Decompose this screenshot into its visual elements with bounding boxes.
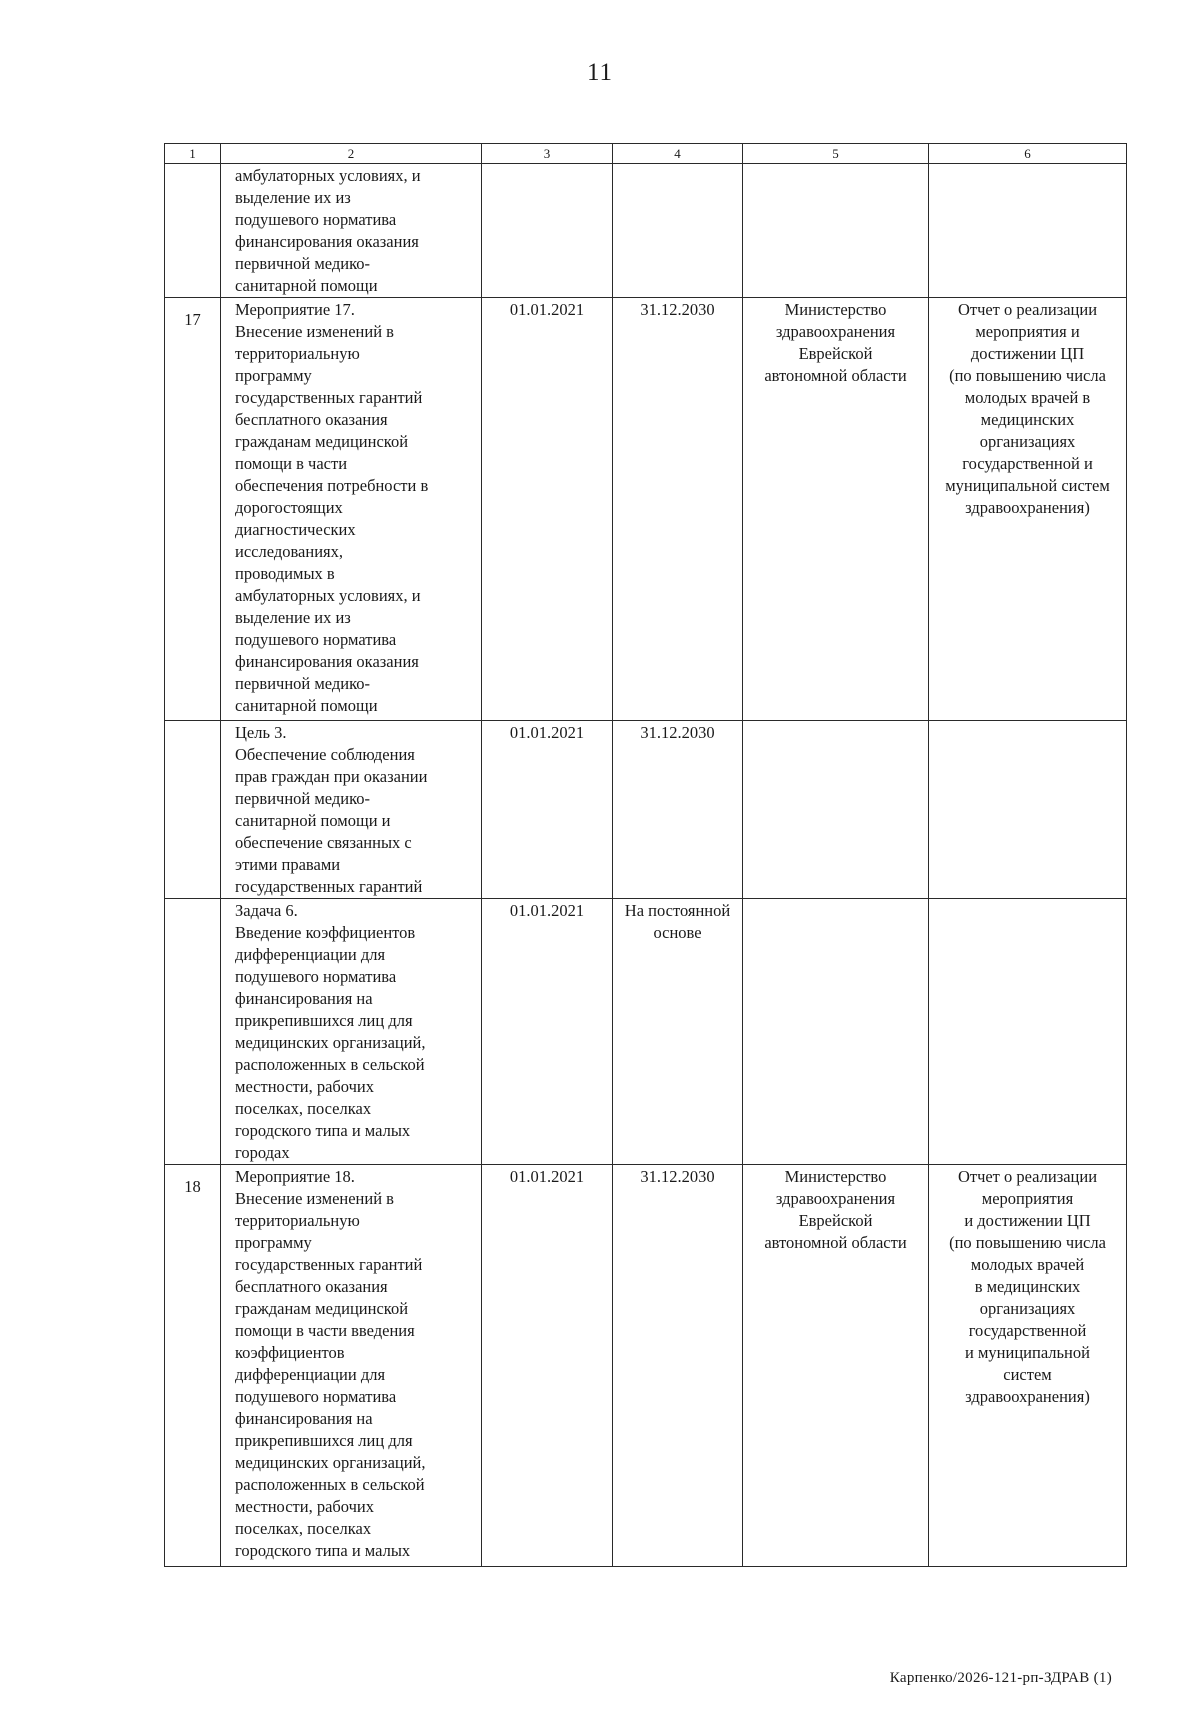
column-number: 3	[482, 144, 613, 164]
start-date	[482, 164, 613, 298]
end-date	[613, 164, 743, 298]
activity-description-text: Мероприятие 18. Внесение изменений в территориальную программу государственных гарантий бесплатного оказания гражданам медицинской помощи в части введения коэффициентов дифференциации для подушевого норматива финансирования на прикрепившихся лиц для медицинских организаций, расположенных в сельской местности, рабочих поселках, поселках городского типа и малых	[235, 1167, 426, 1560]
activity-plan-table	[164, 143, 1127, 1567]
start-date-text: 01.01.2021	[509, 723, 585, 742]
start-date-text: 01.01.2021	[509, 300, 585, 319]
column-number: 4	[613, 144, 743, 164]
activity-description	[221, 164, 482, 298]
goal-description-text: Цель 3. Обеспечение соблюдения прав граждан при оказании первичной медико- санитарной помощи и обеспечение связанных с этими правами государственных гарантий	[235, 723, 428, 896]
row-number	[165, 899, 221, 1165]
end-date-text: На постоянной основе	[624, 901, 731, 942]
end-date	[613, 721, 743, 899]
activity-description-text: амбулаторных условиях, и выделение их из подушевого норматива финансирования оказания первичной медико- санитарной помощи	[235, 166, 421, 295]
table-row	[165, 721, 1127, 899]
executor	[743, 899, 929, 1165]
expected-result-text	[929, 721, 1126, 722]
start-date	[482, 721, 613, 899]
task-description	[221, 899, 482, 1165]
expected-result-text: Отчет о реализации мероприятия и достижении ЦП (по повышению числа молодых врачей в медицинских организациях государственной и муниципальной систем здравоохранения)	[949, 1167, 1106, 1406]
end-date-text: 31.12.2030	[640, 723, 715, 742]
executor	[743, 721, 929, 899]
start-date-text: 01.01.2021	[509, 901, 585, 920]
executor-text: Министерство здравоохранения Еврейской автономной области	[764, 1167, 907, 1252]
start-date	[482, 298, 613, 721]
activity-description-text: Мероприятие 17. Внесение изменений в территориальную программу государственных гарантий бесплатного оказания гражданам медицинской помощи в части обеспечения потребности в дорогостоящих диагностических исследованиях, проводимых в амбулаторных условиях, и выделение их из подушевого норматива финансирования оказания первичной медико- санитарной помощи	[235, 300, 429, 715]
column-number: 6	[929, 144, 1127, 164]
row-number	[165, 164, 221, 298]
end-date-text: 31.12.2030	[640, 300, 715, 319]
executor	[743, 164, 929, 298]
end-date	[613, 1165, 743, 1567]
start-date-text	[482, 164, 612, 165]
expected-result	[929, 899, 1127, 1165]
activity-description	[221, 1165, 482, 1567]
expected-result	[929, 721, 1127, 899]
task-description-text: Задача 6. Введение коэффициентов дифференциации для подушевого норматива финансирования на прикрепившихся лиц для медицинских организаций, расположенных в сельской местности, рабочих поселках, поселках городского типа и малых городах	[235, 901, 426, 1162]
start-date	[482, 899, 613, 1165]
executor-text	[743, 164, 928, 165]
row-number	[165, 721, 221, 899]
expected-result-text: Отчет о реализации мероприятия и достижении ЦП (по повышению числа молодых врачей в медицинских организациях государственной и муниципальной систем здравоохранения)	[945, 300, 1110, 517]
row-number: 18	[165, 1165, 221, 1567]
executor-text	[743, 721, 928, 722]
end-date	[613, 298, 743, 721]
activity-description	[221, 298, 482, 721]
column-number-row	[165, 144, 1127, 164]
executor-text: Министерство здравоохранения Еврейской автономной области	[764, 300, 907, 385]
expected-result-text	[929, 899, 1126, 900]
expected-result	[929, 298, 1127, 721]
executor	[743, 298, 929, 721]
document-signature: Карпенко/2026-121-рп-ЗДРАВ (1)	[889, 1670, 1112, 1686]
expected-result-text	[929, 164, 1126, 165]
column-number: 1	[165, 144, 221, 164]
expected-result	[929, 164, 1127, 298]
table-row	[165, 899, 1127, 1165]
start-date-text: 01.01.2021	[509, 1167, 585, 1186]
end-date-text: 31.12.2030	[640, 1167, 715, 1186]
expected-result	[929, 1165, 1127, 1567]
executor-text	[743, 899, 928, 900]
page-number: 11	[586, 59, 614, 86]
end-date	[613, 899, 743, 1165]
column-number: 5	[743, 144, 929, 164]
table-row	[165, 1165, 1127, 1567]
row-number: 17	[165, 298, 221, 721]
executor	[743, 1165, 929, 1567]
end-date-text	[613, 164, 742, 165]
column-number: 2	[221, 144, 482, 164]
start-date	[482, 1165, 613, 1567]
table-row	[165, 164, 1127, 298]
goal-description	[221, 721, 482, 899]
table-row	[165, 298, 1127, 721]
